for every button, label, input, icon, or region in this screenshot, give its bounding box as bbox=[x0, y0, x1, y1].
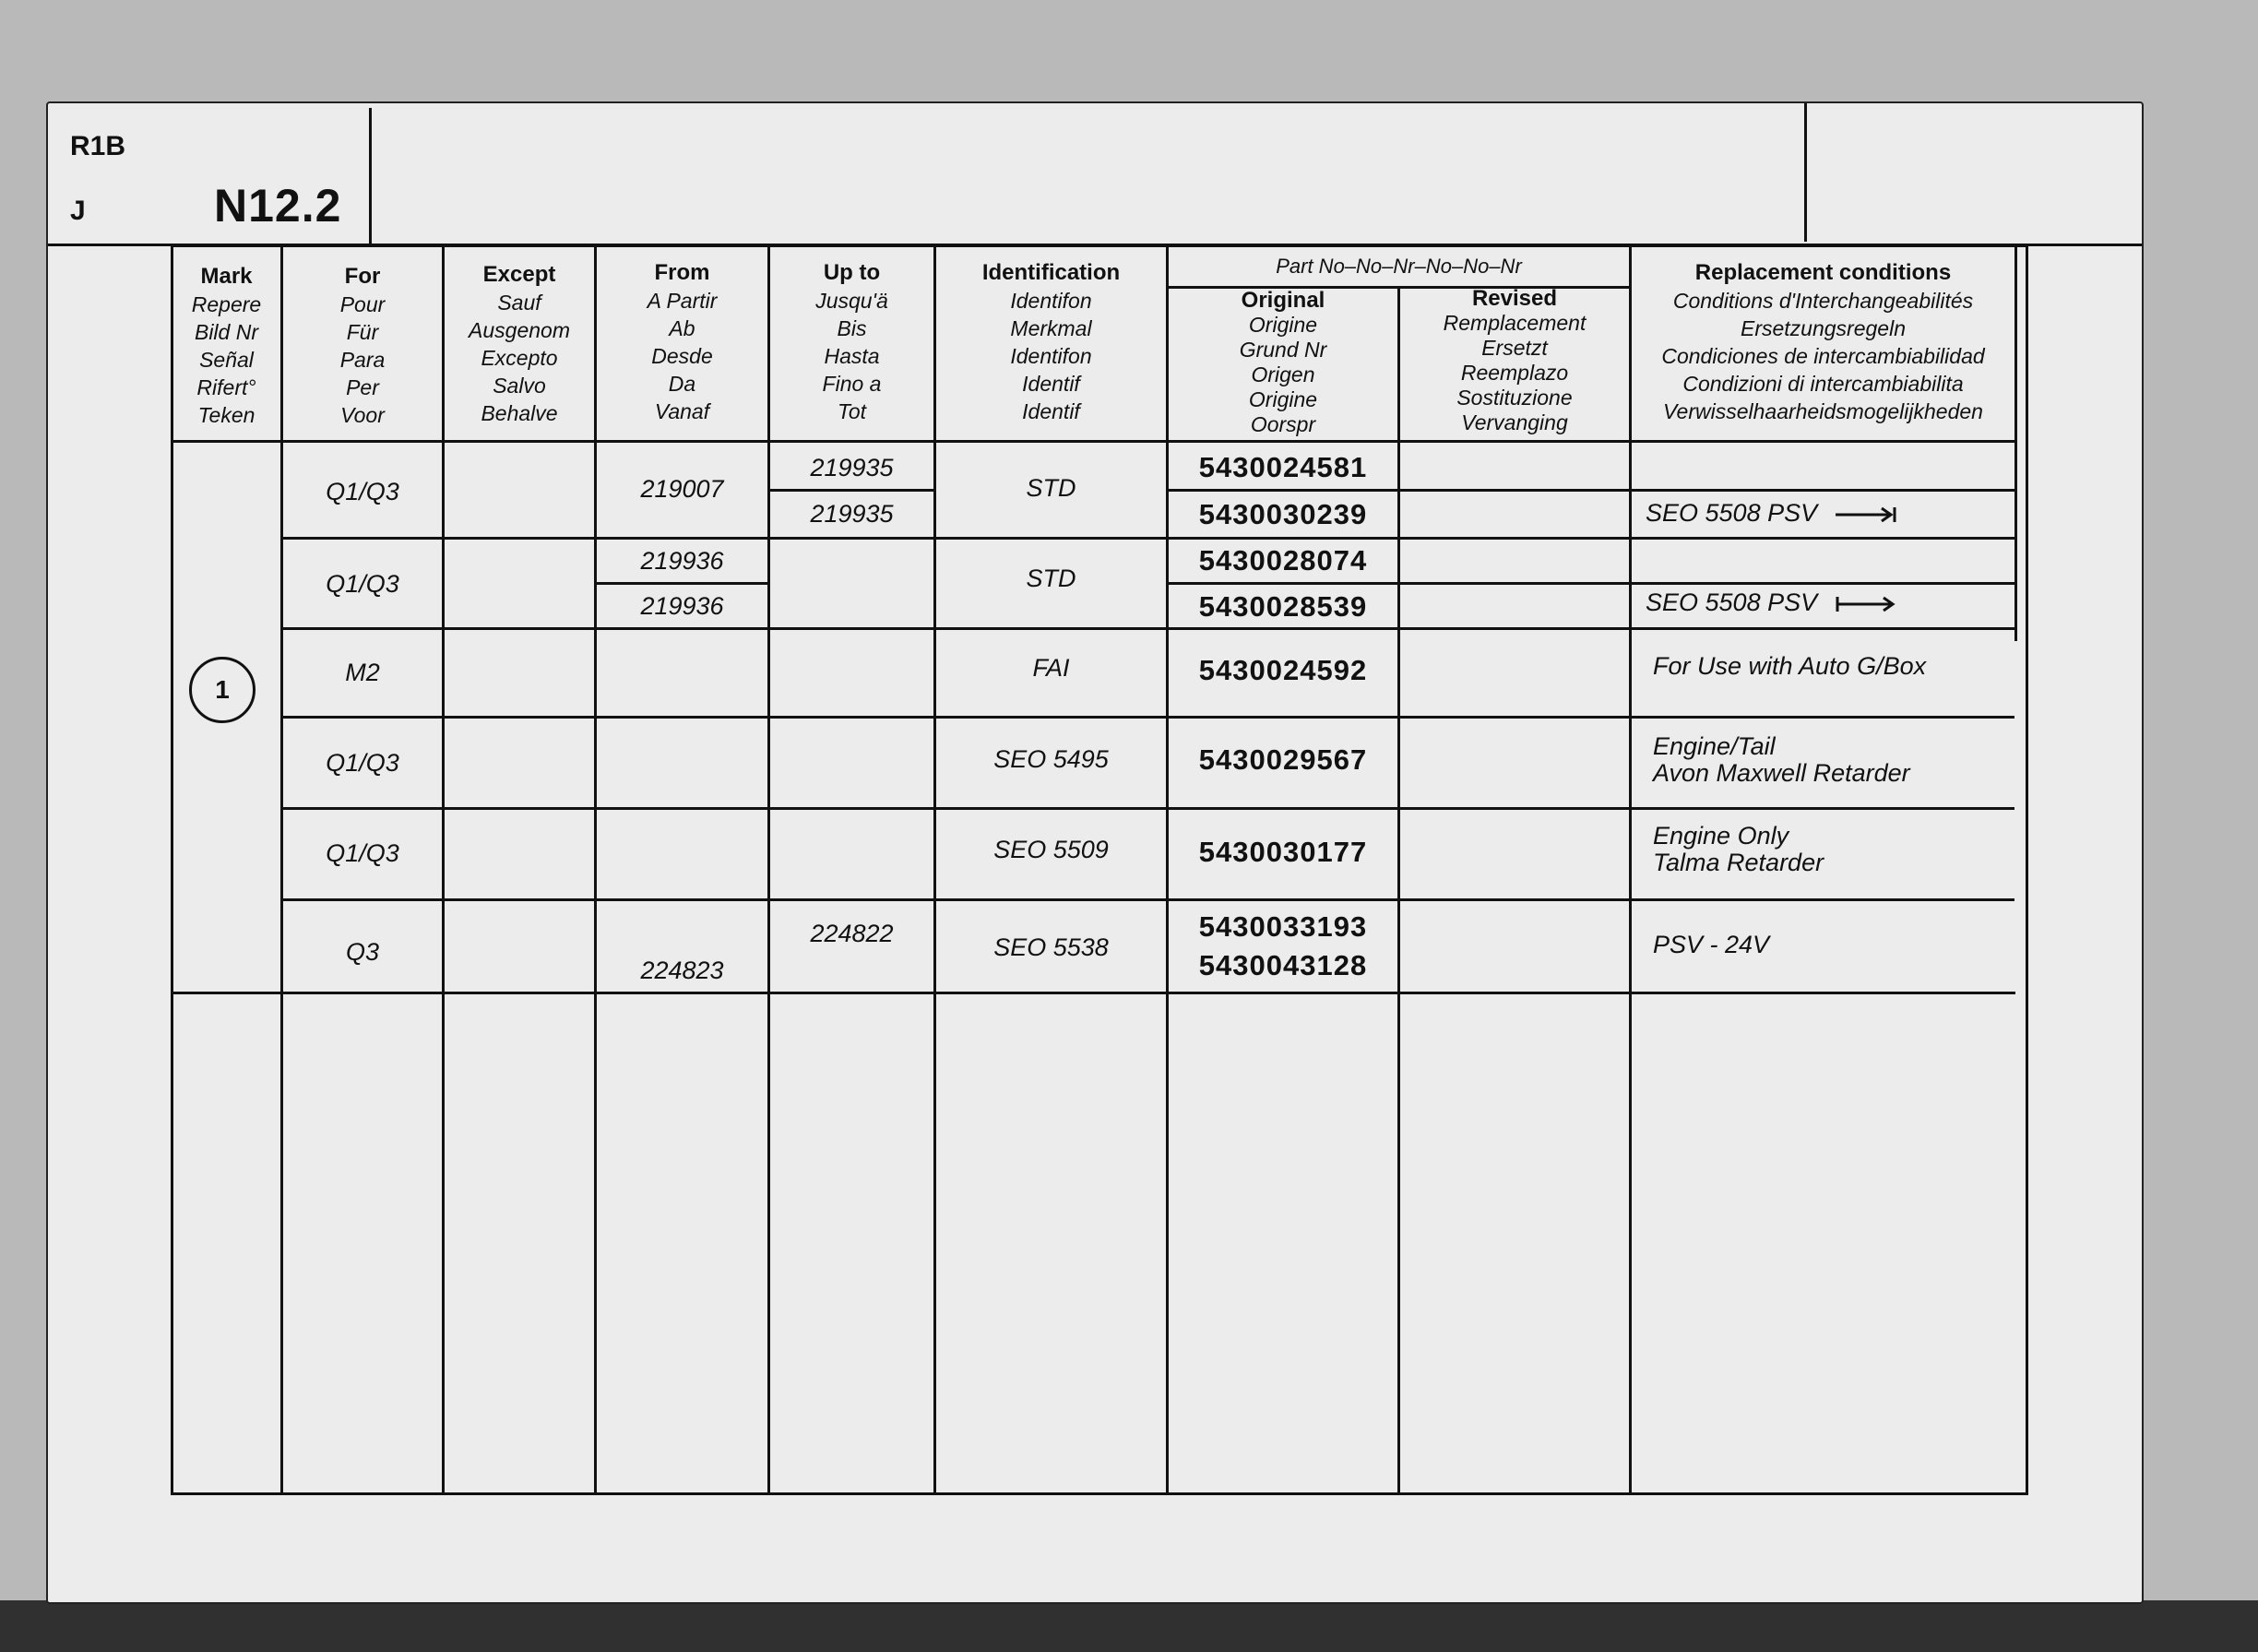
row1-identification: STD bbox=[1026, 474, 1076, 502]
parts-sheet bbox=[46, 101, 2144, 1604]
row6-from: 224823 bbox=[640, 957, 724, 984]
header-part-no: Part No–No–Nr–No–No–Nr bbox=[1276, 255, 1522, 278]
row3-condition: For Use with Auto G/Box bbox=[1653, 652, 1927, 680]
header-revised: Revised Remplacement Ersetzt Reemplazo Sostituzione Vervanging bbox=[1443, 286, 1587, 434]
row1-from: 219007 bbox=[640, 475, 724, 503]
bar-to-arrow-icon bbox=[1834, 594, 1898, 614]
row2-condition: SEO 5508 PSV bbox=[1646, 589, 1898, 616]
row6-upto: 224822 bbox=[810, 920, 894, 947]
row4-for: Q1/Q3 bbox=[326, 749, 399, 777]
sheet-section: J bbox=[70, 196, 86, 226]
row1-part-b: 5430030239 bbox=[1198, 498, 1368, 530]
arrow-to-bar-icon bbox=[1834, 505, 1898, 525]
row6-for: Q3 bbox=[345, 938, 380, 966]
row5-for: Q1/Q3 bbox=[326, 839, 399, 867]
row5-condition: Engine Only Talma Retarder bbox=[1653, 822, 1824, 876]
header-original: Original Origine Grund Nr Origen Origine Oorspr bbox=[1239, 288, 1327, 436]
header-for: For Pour Für Para Per Voor bbox=[339, 264, 386, 427]
header-replacement-conditions: Replacement conditions Conditions d'Interchangeabilités Ersetzungsregeln Condiciones de intercambiabilidad Condizioni di intercambiabilita Verwisselhaarheidsmogelijkheden bbox=[1661, 260, 1985, 423]
row2-from-a: 219936 bbox=[640, 547, 724, 575]
row5-part: 5430030177 bbox=[1198, 836, 1368, 868]
sheet-code: R1B bbox=[70, 131, 126, 161]
row2-part-a: 5430028074 bbox=[1198, 544, 1368, 576]
row6-identification: SEO 5538 bbox=[993, 933, 1109, 961]
row4-condition: Engine/Tail Avon Maxwell Retarder bbox=[1653, 732, 1910, 787]
header-from: From A Partir Ab Desde Da Vanaf bbox=[647, 260, 718, 423]
header-mark: Mark Repere Bild Nr Señal Rifert° Teken bbox=[191, 264, 262, 427]
row1-upto-a: 219935 bbox=[810, 454, 894, 481]
row2-from-b: 219936 bbox=[640, 592, 724, 620]
row4-identification: SEO 5495 bbox=[993, 745, 1109, 773]
page-reference: N12.2 bbox=[214, 180, 342, 232]
row4-part: 5430029567 bbox=[1198, 743, 1368, 776]
header-divider-left bbox=[369, 108, 372, 246]
header-identification: Identification Identifon Merkmal Identifon Identif Identif bbox=[981, 260, 1121, 423]
row6-condition: PSV - 24V bbox=[1653, 931, 1770, 958]
row3-for: M2 bbox=[345, 659, 380, 686]
row1-for: Q1/Q3 bbox=[326, 478, 399, 505]
row6-part-b: 5430043128 bbox=[1198, 949, 1368, 981]
row3-part: 5430024592 bbox=[1198, 654, 1368, 686]
scan-border bbox=[0, 1600, 2258, 1652]
row2-for: Q1/Q3 bbox=[326, 570, 399, 598]
row1-condition: SEO 5508 PSV bbox=[1646, 500, 1898, 527]
row2-identification: STD bbox=[1026, 565, 1076, 592]
row6-part-a: 5430033193 bbox=[1198, 910, 1368, 943]
header-except: Except Sauf Ausgenom Excepto Salvo Behalve bbox=[469, 262, 570, 425]
mark-circle: 1 bbox=[189, 657, 256, 723]
row1-part-a: 5430024581 bbox=[1198, 451, 1368, 483]
row1-upto-b: 219935 bbox=[810, 500, 894, 528]
row3-identification: FAI bbox=[1032, 654, 1070, 682]
header-up-to: Up to Jusqu'ä Bis Hasta Fino a Tot bbox=[815, 260, 888, 423]
header-divider-right bbox=[1804, 103, 1807, 242]
row2-part-b: 5430028539 bbox=[1198, 590, 1368, 623]
row5-identification: SEO 5509 bbox=[993, 836, 1109, 863]
